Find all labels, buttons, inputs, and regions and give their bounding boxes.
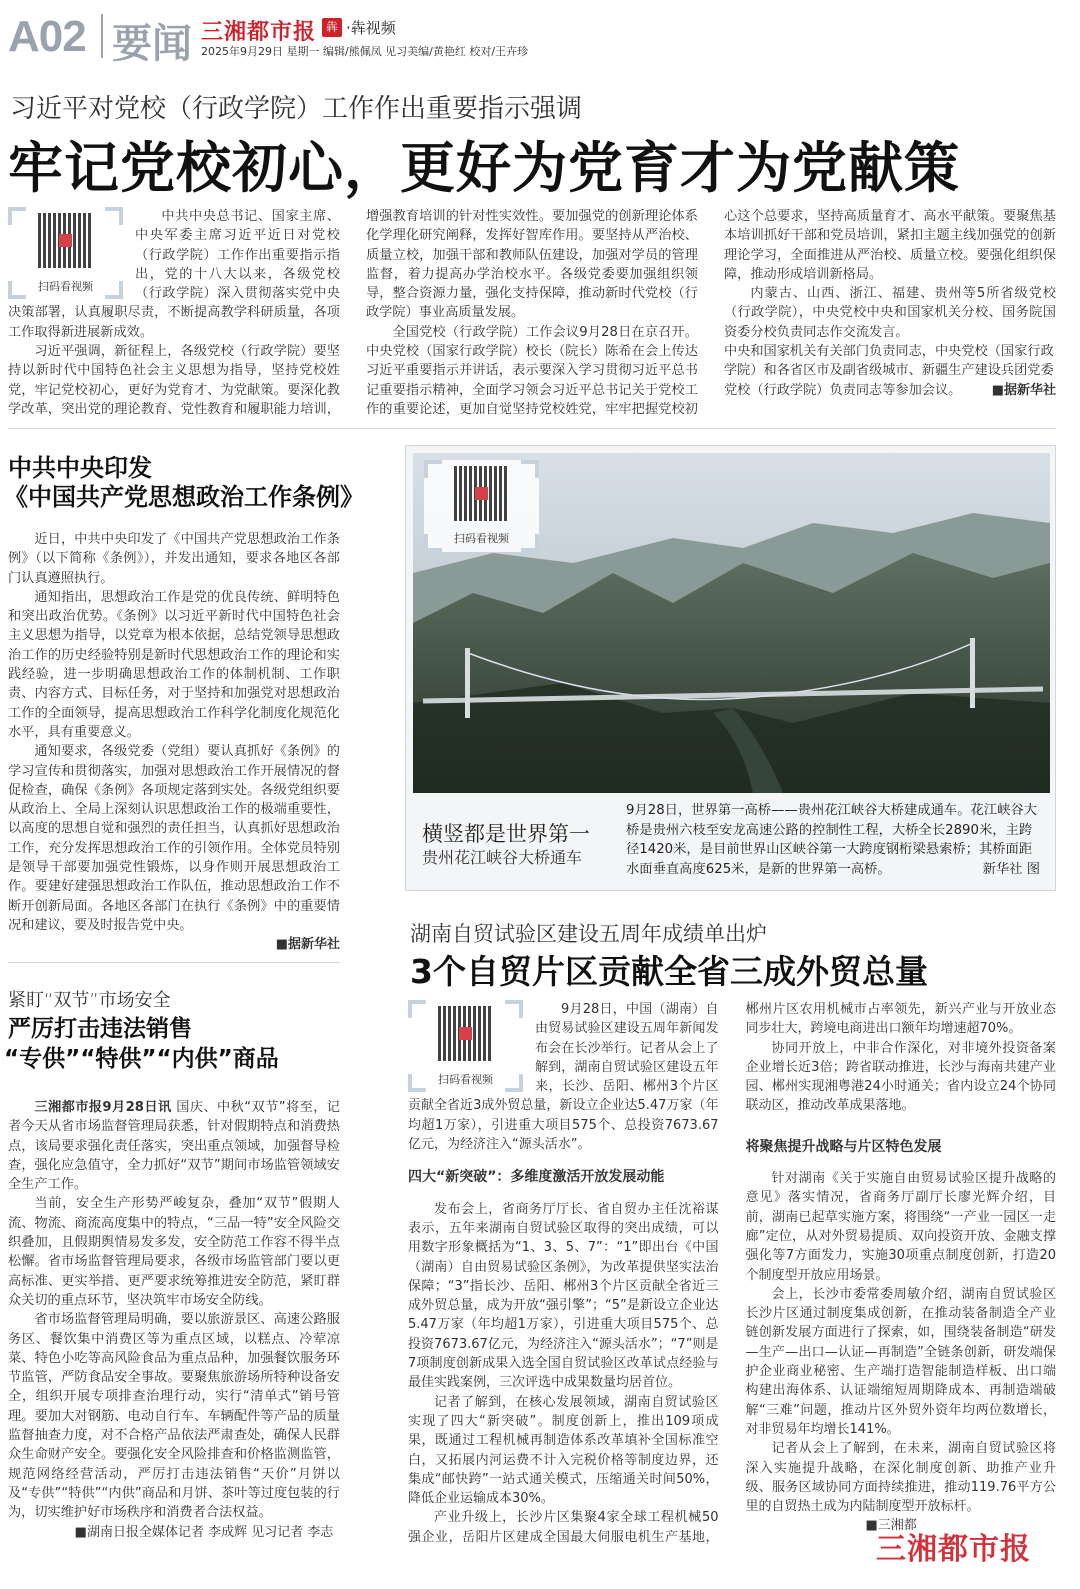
- main-kicker: 习近平对党校（行政学院）工作作出重要指示强调: [10, 94, 583, 124]
- byline: ■三湘都: [865, 1518, 917, 1534]
- photo-title: 横竖都是世界第一: [422, 822, 590, 846]
- subheading: 四大“新突破”：多维度激活开放发展动能: [408, 1169, 665, 1186]
- paragraph: 产业升级上，长沙片区集聚4家全球工程机械50强企业，岳阳片区建成全国最大伺服电机生产基地，郴州片区农用机械市占率领先，新兴产业与开放业态同步壮大，跨境电商进出口额年均增速超70%。: [408, 1002, 1056, 1545]
- page-number: A02: [8, 12, 86, 61]
- subheading: 将聚焦提升战略与片区特色发展: [745, 1138, 942, 1155]
- caption-text: 9月28日，世界第一高桥——贵州花江峡谷大桥建成通车。花江峡谷大桥是贵州六枝至安龙高速公路的控制性工程，大桥全长2890米，主跨径1420米，是目前世界山区峡谷第一大跨度钢桁梁悬索桥；其桥面距水面垂直高度625米，是新的世界第一高桥。: [626, 803, 1037, 877]
- paragraph: 会上，长沙市委常委周敏介绍，湖南自贸试验区长沙片区通过制度集成创新，在推动装备制造全产业链创新发展方面进行了探索，如，围绕装备制造“研发—生产—出口—认证—再制造”全链条创新，研发端保护企业商业秘密、生产端打造智能制造样板、出口端构建出海体系、认证端缩短周期降成本、再制造端破解“三难”问题，推动片区外贸外资年均两位数增长，对非贸易年均增长141%。: [745, 1286, 1056, 1437]
- byline: ■据新华社: [275, 937, 340, 953]
- byline: ■湖南日报全媒体记者 李成辉 见习记者 李志: [74, 1524, 334, 1540]
- market-kicker: 紧盯“双节”市场安全: [8, 990, 171, 1011]
- photo-feature-box: [405, 445, 1056, 891]
- qr-code-image: [38, 213, 93, 268]
- qr-label: 扫码看视频: [438, 1073, 493, 1086]
- issue-meta: 2025年9月29日 星期一 编辑/熊佩凤 见习美编/黄艳红 校对/王卉珍: [201, 45, 529, 58]
- ftz-kicker: 湖南自贸试验区建设五周年成绩单出炉: [410, 922, 767, 946]
- paragraph: 记者了解到，在核心发展领域，湖南自贸试验区实现了四大“新突破”。制度创新上，推出109项成果，既通过工程机械再制造体系改革填补全国标准空白，又拓展内河运费不计入完税价格等制度边界，还集成“邮快跨”一站式通关模式，压缩通关时间50%，降低企业运输成本30%。: [408, 1394, 719, 1507]
- paragraph: 针对湖南《关于实施自由贸易试验区提升战略的意见》落实情况，省商务厅副厅长廖光辉介绍，目前，湖南已起草实施方案，将围绕“一产业一园区一走廊”定位，从对外贸易提质、双向投资开放、金融支撑强化等7方面发力，实施30项重点制度创新，打造20个制度型开放应用场景。: [745, 1171, 1056, 1283]
- market-body: [8, 1098, 340, 1542]
- video-app-label: ·犇视频: [346, 19, 396, 37]
- qr-label: 扫码看视频: [38, 280, 93, 293]
- paragraph: 协同开放上，中非合作深化，对非境外投资备案企业增长近3倍；跨省联动推进，长沙与海南共建产业园、郴州实现湘粤港24小时通关；省内设立24个协同联动区，推动改革成果落地。: [745, 1040, 1056, 1114]
- qr-code[interactable]: [8, 207, 123, 299]
- regulation-title-line2: 《中国共产党思想政治工作条例》: [4, 483, 364, 511]
- regulation-title-line1: 中共中央印发: [8, 454, 152, 482]
- paragraph: 省市场监督管理局明确，要以旅游景区、高速公路服务区、餐饮集中消费区等为重点区域，以糕点、冷荤凉菜、特色小吃等高风险食品为重点品种，加强餐饮服务环节监管，严防食品安全事故。要聚焦旅游场所特种设备安全，组织开展专项排查治理行动，实行“清单式”销号管理。要加大对钢筋、电动自行车、车辆配件等产品的质量监督抽查力度，对不合格产品依法严肃查处，确保人民群众生命财产安全。要强化安全风险排查和价格监测监管，规范网络经营活动，严厉打击违法销售“天价”月饼以及“专供”“特供”“内供”商品和月饼、茶叶等过度包装的行为，切实维护好市场秩序和消费者合法权益。: [8, 1312, 340, 1521]
- bridge-tower: [970, 638, 975, 708]
- video-app-icon: 犇: [322, 18, 342, 37]
- qr-code-image: [438, 1006, 493, 1061]
- paragraph: 9月28日，中国（湖南）自由贸易试验区建设五周年新闻发布会在长沙举行。记者从会上了解到，湖南自贸试验区建设五年来，长沙、岳阳、郴州3个片区贡献全省近3成外贸总量，新设立企业达5.47万家（年均超1万家），引进重大项目575个、总投资7673.67亿元，为经济注入“源头活水”。: [408, 1002, 719, 1153]
- paragraph: 全国党校（行政学院）工作会议9月28日在京召开。中央党校（国家行政学院）校长（院长）陈希在会上传达习近平重要指示并讲话，表示要深入学习贯彻习近平总书记重要指示精神，全面学习领会习近平总书记关于党校工作的重要论述，更加自觉坚持党校姓党，牢牢把握党校初心这个总要求，坚持高质量育才、高水平献策。要聚焦基本培训抓好干部和党员培训，紧扣主题主线加强党的创新理论学习，全面推进从严治校、质量立校。要强化组织保障，推动形成培训新格局。: [366, 209, 1056, 417]
- section-name: 要闻: [112, 21, 192, 67]
- qr-label: 扫码看视频: [454, 532, 509, 545]
- paragraph: 习近平强调，新征程上，各级党校（行政学院）要坚持以新时代中国特色社会主义思想为指导，坚持党校姓党，牢记党校初心，更好为党育才、为党献策。要深化教学改革，突出党的理论教育、党性教育和履职能力培训，增强教育培训的针对性实效性。要加强党的创新理论体系化学理化研究阐释，发挥好智库作用。要坚持从严治校、质量立校，加强干部和教师队伍建设，加强对学员的管理监督，着力提高办学治校水平。各级党委要加强组织领导，整合资源力量，强化支持保障，推动新时代党校（行政学院）事业高质量发展。: [8, 209, 698, 417]
- regulation-body: [8, 530, 340, 955]
- bridge-tower: [465, 648, 470, 718]
- brand-logo: 三湘都市报: [201, 20, 317, 45]
- qr-code-image: [454, 466, 509, 521]
- paragraph-text: 国庆、中秋“双节”将至，记者今天从省市场监督管理局获悉，针对假期特点和消费热点，该局要求强化责任落实，突出重点领域，加强督导检查，强化应急值守，全力抓好“双节”期间市场监管领域安全生产工作。: [8, 1100, 340, 1193]
- ftz-body: [408, 1000, 1056, 1560]
- divider: [8, 428, 1056, 429]
- header-divider: [101, 14, 103, 58]
- main-headline: 牢记党校初心，更好为党育才为党献策: [8, 136, 961, 200]
- ftz-headline: 3个自贸片区贡献全省三成外贸总量: [410, 952, 928, 991]
- dateline: 三湘都市报9月28日讯: [34, 1100, 172, 1115]
- paragraph: 近日，中共中央印发了《中国共产党思想政治工作条例》（以下简称《条例》），并发出通知，要求各地区各部门认真遵照执行。: [8, 532, 340, 586]
- paragraph: 记者从会上了解到，在未来，湖南自贸试验区将深入实施提升战略，在深化制度创新、助推产业升级、服务区域协同方面持续推进，推动119.76平方公里的自贸热土成为内陆制度型开放标杆。: [745, 1441, 1056, 1515]
- paragraph: [8, 1098, 340, 1194]
- paragraph: 发布会上，省商务厅厅长、省自贸办主任沈裕谋表示，五年来湖南自贸试验区取得的突出成绩，可以用数字形象概括为“1、3、5、7”：“1”即出台《中国（湖南）自由贸易试验区条例》，为改革提供坚实法治保障；“3”指长沙、岳阳、郴州3个片区贡献全省近三成外贸总量，成为开放“强引擎”；“5”是新设立企业达5.47万家（年均超1万家），引进重大项目575个、总投资7673.67亿元，为经济注入“源头活水”；“7”则是7项制度创新成果入选全国自贸试验区改革试点经验与最佳实践案例，三次评选中成果数量均居首位。: [408, 1201, 719, 1391]
- market-title-line1: 严厉打击违法销售: [8, 1016, 192, 1042]
- photo-caption: [626, 801, 1040, 879]
- main-article-body: [8, 207, 1056, 421]
- divider: [8, 962, 340, 963]
- qr-code[interactable]: [408, 1000, 523, 1092]
- paragraph: 内蒙古、山西、浙江、福建、贵州等5所省级党校（行政学院），中央党校中央和国家机关分校、国务院国资委分校负责同志作交流发言。: [724, 286, 1056, 340]
- paragraph: 通知指出，思想政治工作是党的优良传统、鲜明特色和突出政治优势。《条例》以习近平新时代中国特色社会主义思想为指导，以党章为根本依据，总结党领导思想政治工作的历史经验特别是新时代思想政治工作的理论和实践经验，进一步明确思想政治工作的体制机制、工作职责、内容方式、目标任务，对于坚持和加强党对思想政治工作的全面领导，提高思想政治工作科学化制度化规范化水平，具有重要意义。: [8, 589, 340, 740]
- paragraph: 通知要求，各级党委（党组）要认真抓好《条例》的学习宣传和贯彻落实，加强对思想政治工作开展情况的督促检查，确保《条例》各项规定落到实处。各级党组织要从政治上、全局上深刻认识思想政治工作的极端重要性，以高度的思想自觉和强烈的责任担当，认真抓好思想政治工作，充分发挥思想政治工作的引领作用。全体党员特别是领导干部要加强党性锻炼，以身作则开展思想政治工作。要建好建强思想政治工作队伍，推动思想政治工作不断开创新局面。各地区各部门在执行《条例》中的重要情况和建议，要及时报告党中央。: [8, 744, 340, 933]
- photo-subtitle: 贵州花江峡谷大桥通车: [422, 848, 583, 867]
- market-title-line2: “专供”“特供”“内供”商品: [4, 1046, 279, 1072]
- paragraph: 当前，安全生产形势严峻复杂，叠加“双节”假期人流、物流、商流高度集中的特点，“三品一特”安全风险交织叠加，且假期舆情易发多发，安全防范工作容不得半点松懈。省市场监督管理局要求，各级市场监管部门要以更高标准、更实举措、更严要求统筹推进安全防范，紧盯群众关切的重点环节，坚决筑牢市场安全防线。: [8, 1196, 340, 1308]
- watermark-logo: 三湘都市报: [876, 1532, 1031, 1567]
- photo-credit: 新华社 图: [982, 861, 1040, 877]
- paragraph: 中央和国家机关有关部门负责同志，中央党校（国家行政学院）和各省区市及副省级城市、新疆生产建设兵团党委党校（行政学院）负责同志等参加会议。: [724, 344, 1054, 398]
- byline: ■据新华社: [991, 382, 1056, 398]
- paragraph: 中共中央总书记、国家主席、中央军委主席习近平近日对党校（行政学院）工作作出重要指示指出，党的十八大以来，各级党校（行政学院）深入贯彻落实党中央决策部署，认真履职尽责，不断提高教学科研质量，各项工作取得新进展新成效。: [8, 209, 340, 340]
- qr-code[interactable]: [424, 460, 539, 552]
